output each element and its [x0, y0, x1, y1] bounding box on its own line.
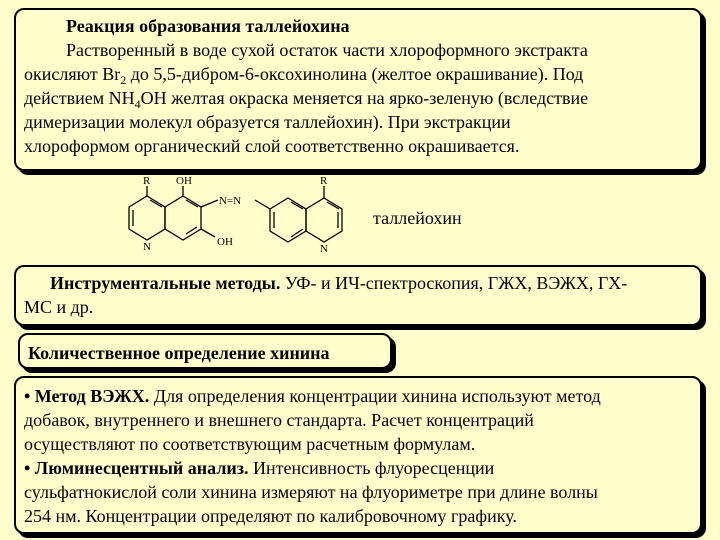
right-pyridine-ring	[306, 198, 342, 242]
bottom-oh-bond	[201, 229, 215, 237]
bottom-oh-label: OH	[217, 236, 233, 248]
compound-name: таллейохин	[373, 208, 462, 228]
left-benzo-ring	[165, 196, 201, 240]
reaction-line-3-sub: 4	[134, 97, 141, 111]
reaction-line-5: хлороформом органический слой соответственно окрашивается.	[24, 136, 520, 156]
reaction-line-1: Растворенный в воде сухой остаток части хлороформного экстракта	[66, 40, 588, 60]
method-2-bold: • Люминесцентный анализ.	[24, 458, 249, 478]
method-1-line-3: осуществляют по соответствующим расчетным формулам.	[24, 434, 476, 454]
reaction-text-box	[14, 8, 702, 171]
method-1-line-2: добавок, внутреннего и внешнего стандарта. Расчет концентраций	[24, 410, 534, 430]
method-2-line-2: сульфатнокислой соли хинина измеряют на флуориметре при длине волны	[24, 482, 598, 502]
method-1-line-1	[24, 384, 688, 408]
method-2-line-1	[24, 456, 688, 480]
instrumental-line-1	[24, 271, 688, 295]
right-benzo-ring	[270, 198, 306, 242]
methods-box	[14, 376, 702, 534]
instrumental-bold: Инструментальные методы.	[50, 273, 281, 293]
reaction-line-3	[24, 86, 688, 110]
left-r-label: R	[143, 175, 151, 187]
instrumental-rest: УФ- и ИЧ-спектроскопия, ГЖХ, ВЭЖХ, ГХ-	[280, 273, 628, 293]
left-n-label: N	[143, 241, 151, 253]
reaction-line-4: димеризации молекул образуется таллейохин). При экстракции	[24, 112, 511, 132]
reaction-line-2	[24, 62, 688, 86]
method-2-line-3: 254 нм. Концентрации определяют по калибровочному графику.	[24, 506, 517, 526]
azo-label: N=N	[219, 195, 242, 207]
method-1-bold: • Метод ВЭЖХ.	[24, 386, 150, 406]
right-n-label: N	[320, 243, 328, 255]
reaction-line-3-b: OH желтая окраска меняется на ярко-зеленую (вследствие	[140, 88, 589, 108]
left-pyridine-ring	[129, 196, 165, 240]
reaction-title: Реакция образования таллейохина	[66, 16, 350, 36]
method-2-rest: Интенсивность флуоресценции	[248, 458, 495, 478]
reaction-line-2-b: до 5,5-дибром-6-оксохинолина (желтое окрашивание). Под	[126, 64, 584, 84]
method-1-rest: Для определения концентрации хинина используют метод	[149, 386, 601, 406]
reaction-line-2-a: окисляют Br	[24, 64, 121, 84]
reaction-line-2-sub: 2	[120, 73, 127, 87]
instrumental-line-2: МС и др.	[24, 297, 94, 317]
azo-bond-right	[255, 200, 270, 209]
top-oh-label: OH	[176, 175, 192, 187]
reaction-line-3-a: действием NH	[24, 88, 135, 108]
azo-bond-left	[201, 200, 218, 207]
right-r-label: R	[320, 175, 328, 187]
quant-header: Количественное определение хинина	[28, 343, 330, 363]
quant-header-box	[18, 333, 392, 369]
instrumental-methods-box	[14, 265, 702, 326]
